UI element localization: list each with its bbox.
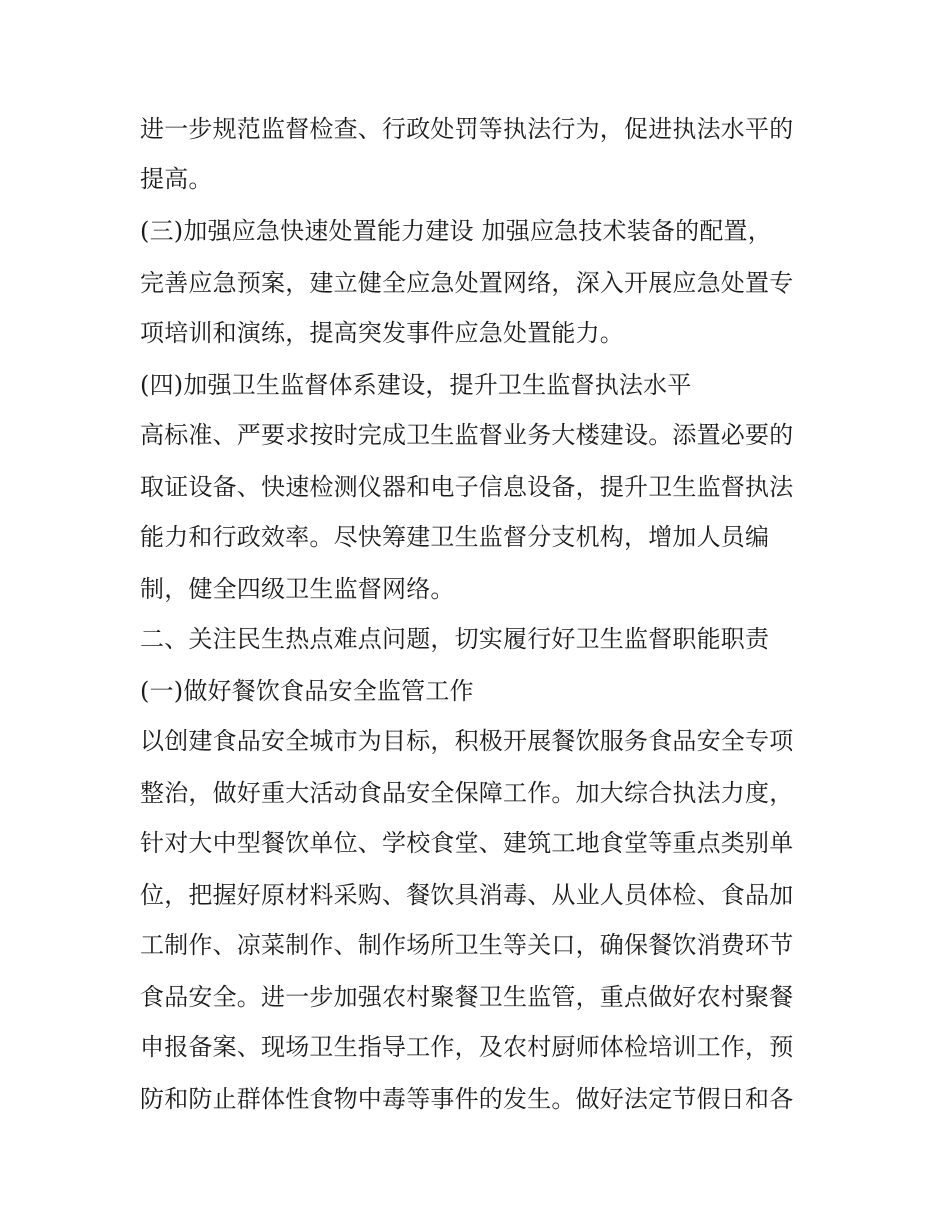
text-line: 食品安全。进一步加强农村聚餐卫生监管，重点做好农村聚餐 bbox=[140, 983, 794, 1011]
text-line: 高标准、严要求按时完成卫生监督业务大楼建设。添置必要的 bbox=[140, 421, 794, 449]
text-line: 提高。 bbox=[140, 165, 213, 193]
text-line: 申报备案、现场卫生指导工作，及农村厨师体检培训工作，预 bbox=[140, 1033, 794, 1061]
section-heading: (四)加强卫生监督体系建设，提升卫生监督执法水平 bbox=[140, 371, 692, 399]
text-line: 针对大中型餐饮单位、学校食堂、建筑工地食堂等重点类别单 bbox=[140, 829, 794, 857]
text-line: 以创建食品安全城市为目标，积极开展餐饮服务食品安全专项 bbox=[140, 727, 794, 755]
section-heading: (三)加强应急快速处置能力建设 加强应急技术装备的配置， bbox=[140, 217, 772, 245]
section-heading: 二、关注民生热点难点问题，切实履行好卫生监督职能职责 bbox=[140, 625, 770, 653]
text-line: 进一步规范监督检查、行政处罚等执法行为，促进执法水平的 bbox=[140, 115, 794, 143]
text-line: 工制作、凉菜制作、制作场所卫生等关口，确保餐饮消费环节 bbox=[140, 931, 794, 959]
text-line: 能力和行政效率。尽快筹建卫生监督分支机构，增加人员编 bbox=[140, 523, 770, 551]
text-line: 项培训和演练，提高突发事件应急处置能力。 bbox=[140, 319, 624, 347]
text-line: 制，健全四级卫生监督网络。 bbox=[140, 575, 455, 603]
text-line: 位，把握好原材料采购、餐饮具消毒、从业人员体检、食品加 bbox=[140, 881, 794, 909]
text-line: 取证设备、快速检测仪器和电子信息设备，提升卫生监督执法 bbox=[140, 473, 794, 501]
text-line: 完善应急预案，建立健全应急处置网络，深入开展应急处置专 bbox=[140, 269, 794, 297]
text-line: 整治，做好重大活动食品安全保障工作。加大综合执法力度， bbox=[140, 779, 794, 807]
section-heading: (一)做好餐饮食品安全监管工作 bbox=[140, 677, 474, 705]
text-line: 防和防止群体性食物中毒等事件的发生。做好法定节假日和各 bbox=[140, 1085, 794, 1113]
